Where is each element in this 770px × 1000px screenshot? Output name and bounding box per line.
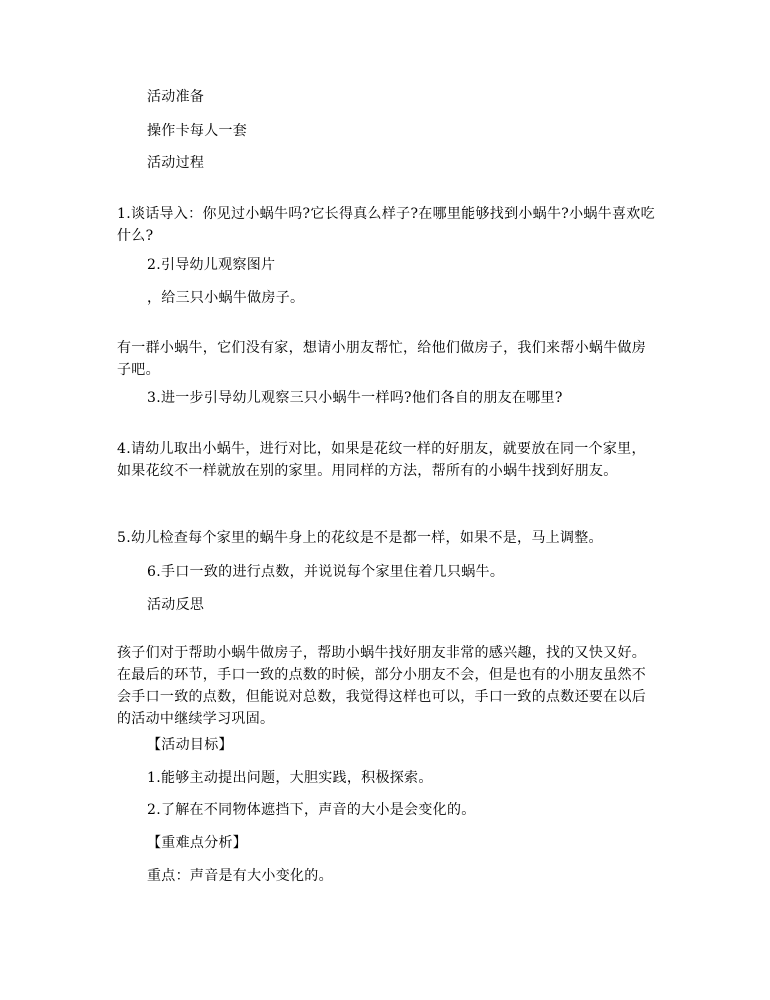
- paragraph: 3.进一步引导幼儿观察三只小蜗牛一样吗?他们各自的朋友在哪里?: [147, 390, 563, 406]
- paragraph: 6.手口一致的进行点数，并说说每个家里住着几只蜗牛。: [147, 564, 505, 580]
- paragraph: 有一群小蜗牛，它们没有家，想请小朋友帮忙，给他们做房子，我们来帮小蜗牛做房子吧。: [117, 340, 647, 378]
- section-heading-preparation: 活动准备: [147, 89, 205, 105]
- section-heading-key-points: 【重难点分析】: [147, 835, 248, 851]
- paragraph: 重点：声音是有大小变化的。: [147, 868, 333, 884]
- paragraph: ，给三只小蜗牛做房子。: [147, 290, 305, 306]
- paragraph: 1.谈话导入：你见过小蜗牛吗?它长得真么样子?在哪里能够找到小蜗牛?小蜗牛喜欢吃什么?: [117, 206, 655, 244]
- paragraph: 孩子们对于帮助小蜗牛做房子，帮助小蜗牛找好朋友非常的感兴趣，找的又快又好。在最后的环节，手口一致的点数的时候，部分小朋友不会，但是也有的小朋友虽然不会手口一致的点数，但能说对总数，我觉得这样也可以，手口一致的点数还要在以后的活动中继续学习巩固。: [117, 645, 647, 727]
- paragraph: 2.了解在不同物体遮挡下，声音的大小是会变化的。: [147, 802, 476, 818]
- section-heading-process: 活动过程: [147, 155, 205, 171]
- section-heading-goals: 【活动目标】: [147, 737, 233, 753]
- paragraph: 2.引导幼儿观察图片: [147, 257, 276, 273]
- paragraph: 1.能够主动提出问题，大胆实践，积极探索。: [147, 770, 433, 786]
- section-heading-reflection: 活动反思: [147, 597, 205, 613]
- paragraph: 4.请幼儿取出小蜗牛，进行对比，如果是花纹一样的好朋友，就要放在同一个家里，如果花纹不一样就放在别的家里。用同样的方法，帮所有的小蜗牛找到好朋友。: [117, 441, 646, 479]
- paragraph: 5.幼儿检查每个家里的蜗牛身上的花纹是不是都一样，如果不是，马上调整。: [117, 530, 603, 546]
- paragraph: 操作卡每人一套: [147, 123, 248, 139]
